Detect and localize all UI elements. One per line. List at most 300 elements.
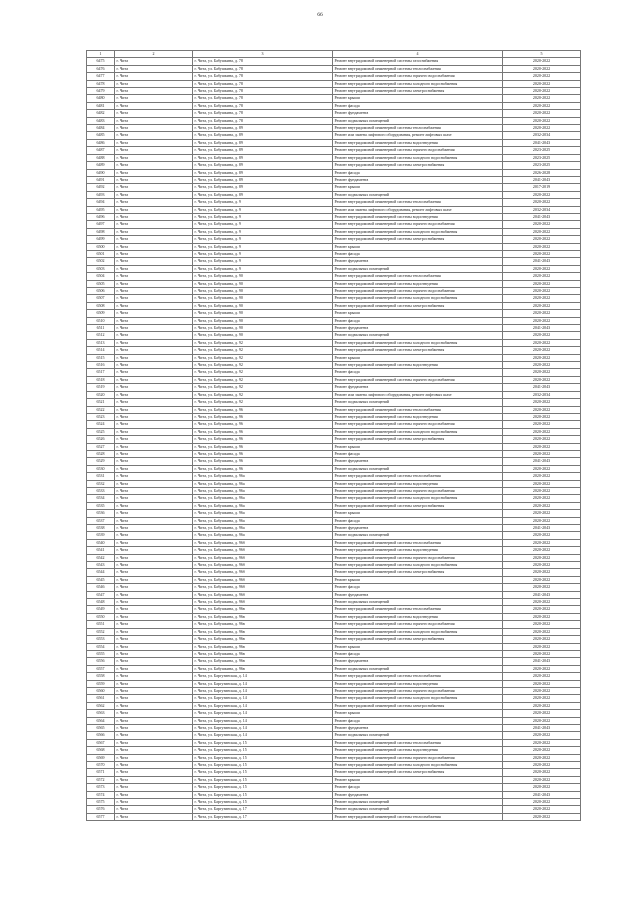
settlement-cell: г. Чита (115, 562, 193, 569)
period-cell: 2020-2022 (503, 369, 581, 376)
address-cell: г. Чита, ул. Баргузинская, д. 15 (193, 784, 333, 791)
work-type-cell: Ремонт фасада (333, 317, 503, 324)
settlement-cell: г. Чита (115, 58, 193, 65)
work-type-cell: Ремонт фундамента (333, 658, 503, 665)
settlement-cell: г. Чита (115, 206, 193, 213)
address-cell: г. Чита, ул. Баргузинская, д. 14 (193, 702, 333, 709)
period-cell: 2020-2022 (503, 473, 581, 480)
table-row (87, 599, 581, 606)
period-cell: 2020-2022 (503, 236, 581, 243)
row-number-cell: 6551 (87, 621, 115, 628)
table-row (87, 421, 581, 428)
period-cell: 2020-2022 (503, 280, 581, 287)
settlement-cell: г. Чита (115, 539, 193, 546)
settlement-cell: г. Чита (115, 102, 193, 109)
period-cell: 2020-2022 (503, 799, 581, 806)
work-type-cell: Ремонт внутридомовой инженерной системы теплоснабжения (333, 125, 503, 132)
row-number-cell: 6548 (87, 599, 115, 606)
settlement-cell: г. Чита (115, 117, 193, 124)
work-type-cell: Ремонт внутридомовой инженерной системы электроснабжения (333, 347, 503, 354)
table-row (87, 95, 581, 102)
period-cell: 2023-2025 (503, 147, 581, 154)
work-type-cell: Ремонт внутридомовой инженерной системы теплоснабжения (333, 199, 503, 206)
period-cell: 2020-2022 (503, 680, 581, 687)
address-cell: г. Чита, ул. Бабушкина, д. 78 (193, 58, 333, 65)
row-number-cell: 6518 (87, 376, 115, 383)
period-cell: 2020-2022 (503, 250, 581, 257)
table-row (87, 658, 581, 665)
settlement-cell: г. Чита (115, 754, 193, 761)
address-cell: г. Чита, ул. Бабушкина, д. 78 (193, 65, 333, 72)
work-type-cell: Ремонт внутридомовой инженерной системы электроснабжения (333, 162, 503, 169)
address-cell: г. Чита, ул. Бабушкина, д. 89 (193, 169, 333, 176)
row-number-cell: 6525 (87, 428, 115, 435)
address-cell: г. Чита, ул. Бабушкина, д. 96а (193, 517, 333, 524)
table-body (87, 58, 581, 821)
row-number-cell: 6519 (87, 384, 115, 391)
period-cell: 2020-2022 (503, 717, 581, 724)
work-type-cell: Ремонт фасада (333, 102, 503, 109)
work-type-cell: Ремонт фасада (333, 584, 503, 591)
period-cell: 2041-2043 (503, 591, 581, 598)
repair-schedule-table (86, 50, 581, 821)
period-cell: 2020-2022 (503, 354, 581, 361)
table-row (87, 117, 581, 124)
row-number-cell: 6482 (87, 110, 115, 117)
row-number-cell: 6556 (87, 658, 115, 665)
work-type-cell: Ремонт фасада (333, 784, 503, 791)
address-cell: г. Чита, ул. Бабушкина, д. 9 (193, 199, 333, 206)
period-cell: 2020-2022 (503, 665, 581, 672)
address-cell: г. Чита, ул. Баргузинская, д. 14 (193, 724, 333, 731)
period-cell: 2020-2022 (503, 576, 581, 583)
period-cell: 2041-2043 (503, 658, 581, 665)
row-number-cell: 6550 (87, 613, 115, 620)
page-number: 66 (317, 12, 323, 18)
work-type-cell: Ремонт внутридомовой инженерной системы теплоснабжения (333, 606, 503, 613)
address-cell: г. Чита, ул. Бабушкина, д. 96а (193, 525, 333, 532)
period-cell: 2020-2022 (503, 695, 581, 702)
table-row (87, 799, 581, 806)
settlement-cell: г. Чита (115, 184, 193, 191)
settlement-cell: г. Чита (115, 95, 193, 102)
period-cell: 2032-2034 (503, 132, 581, 139)
work-type-cell: Ремонт подвальных помещений (333, 191, 503, 198)
table-row (87, 169, 581, 176)
work-type-cell: Ремонт подвальных помещений (333, 599, 503, 606)
settlement-cell: г. Чита (115, 613, 193, 620)
table-row (87, 191, 581, 198)
settlement-cell: г. Чита (115, 176, 193, 183)
row-number-cell: 6475 (87, 58, 115, 65)
row-number-cell: 6502 (87, 258, 115, 265)
table-row (87, 591, 581, 598)
row-number-cell: 6531 (87, 473, 115, 480)
table-row (87, 673, 581, 680)
row-number-cell: 6534 (87, 495, 115, 502)
work-type-cell: Ремонт подвальных помещений (333, 806, 503, 813)
table-row (87, 643, 581, 650)
address-cell: г. Чита, ул. Бабушкина, д. 90 (193, 302, 333, 309)
address-cell: г. Чита, ул. Бабушкина, д. 9 (193, 236, 333, 243)
period-cell: 2020-2022 (503, 806, 581, 813)
settlement-cell: г. Чита (115, 791, 193, 798)
settlement-cell: г. Чита (115, 606, 193, 613)
address-cell: г. Чита, ул. Бабушкина, д. 9 (193, 265, 333, 272)
work-type-cell: Ремонт крыши (333, 310, 503, 317)
table-row (87, 347, 581, 354)
work-type-cell: Ремонт фасада (333, 450, 503, 457)
settlement-cell: г. Чита (115, 658, 193, 665)
settlement-cell: г. Чита (115, 702, 193, 709)
period-cell: 2020-2022 (503, 480, 581, 487)
address-cell: г. Чита, ул. Бабушкина, д. 89 (193, 132, 333, 139)
work-type-cell: Ремонт внутридомовой инженерной системы электроснабжения (333, 702, 503, 709)
address-cell: г. Чита, ул. Бабушкина, д. 96а (193, 495, 333, 502)
row-number-cell: 6489 (87, 162, 115, 169)
address-cell: г. Чита, ул. Бабушкина, д. 92 (193, 339, 333, 346)
row-number-cell: 6557 (87, 665, 115, 672)
row-number-cell: 6542 (87, 554, 115, 561)
work-type-cell: Ремонт внутридомовой инженерной системы электроснабжения (333, 636, 503, 643)
settlement-cell: г. Чита (115, 169, 193, 176)
settlement-cell: г. Чита (115, 813, 193, 820)
table-row (87, 406, 581, 413)
work-type-cell: Ремонт внутридомовой инженерной системы электроснабжения (333, 569, 503, 576)
work-type-cell: Ремонт подвальных помещений (333, 465, 503, 472)
period-cell: 2041-2043 (503, 525, 581, 532)
period-cell: 2020-2022 (503, 643, 581, 650)
address-cell: г. Чита, ул. Бабушкина, д. 78 (193, 102, 333, 109)
address-cell: г. Чита, ул. Бабушкина, д. 96 (193, 465, 333, 472)
address-cell: г. Чита, ул. Баргузинская, д. 15 (193, 776, 333, 783)
address-cell: г. Чита, ул. Бабушкина, д. 96б (193, 562, 333, 569)
address-cell: г. Чита, ул. Бабушкина, д. 9 (193, 228, 333, 235)
row-number-cell: 6493 (87, 191, 115, 198)
table-row (87, 354, 581, 361)
settlement-cell: г. Чита (115, 162, 193, 169)
row-number-cell: 6483 (87, 117, 115, 124)
row-number-cell: 6553 (87, 636, 115, 643)
work-type-cell: Ремонт фасада (333, 717, 503, 724)
settlement-cell: г. Чита (115, 228, 193, 235)
work-type-cell: Ремонт подвальных помещений (333, 399, 503, 406)
table-row (87, 458, 581, 465)
work-type-cell: Ремонт фундамента (333, 258, 503, 265)
row-number-cell: 6488 (87, 154, 115, 161)
address-cell: г. Чита, ул. Баргузинская, д. 15 (193, 799, 333, 806)
table-row (87, 584, 581, 591)
address-cell: г. Чита, ул. Баргузинская, д. 15 (193, 747, 333, 754)
row-number-cell: 6499 (87, 236, 115, 243)
period-cell: 2020-2022 (503, 621, 581, 628)
table-row (87, 384, 581, 391)
settlement-cell: г. Чита (115, 517, 193, 524)
row-number-cell: 6539 (87, 532, 115, 539)
period-cell: 2020-2022 (503, 339, 581, 346)
table-row (87, 739, 581, 746)
address-cell: г. Чита, ул. Баргузинская, д. 15 (193, 791, 333, 798)
settlement-cell: г. Чита (115, 621, 193, 628)
address-cell: г. Чита, ул. Бабушкина, д. 96б (193, 576, 333, 583)
row-number-cell: 6484 (87, 125, 115, 132)
settlement-cell: г. Чита (115, 554, 193, 561)
period-cell: 2020-2022 (503, 813, 581, 820)
work-type-cell: Ремонт внутридомовой инженерной системы теплоснабжения (333, 65, 503, 72)
settlement-cell: г. Чита (115, 599, 193, 606)
work-type-cell: Ремонт фасада (333, 650, 503, 657)
address-cell: г. Чита, ул. Бабушкина, д. 96 (193, 436, 333, 443)
row-number-cell: 6501 (87, 250, 115, 257)
work-type-cell: Ремонт фундамента (333, 176, 503, 183)
work-type-cell: Ремонт внутридомовой инженерной системы горячего водоснабжения (333, 487, 503, 494)
row-number-cell: 6513 (87, 339, 115, 346)
settlement-cell: г. Чита (115, 502, 193, 509)
table-row (87, 517, 581, 524)
settlement-cell: г. Чита (115, 88, 193, 95)
address-cell: г. Чита, ул. Баргузинская, д. 14 (193, 732, 333, 739)
settlement-cell: г. Чита (115, 280, 193, 287)
work-type-cell: Ремонт внутридомовой инженерной системы горячего водоснабжения (333, 421, 503, 428)
address-cell: г. Чита, ул. Бабушкина, д. 90 (193, 332, 333, 339)
row-number-cell: 6564 (87, 717, 115, 724)
period-cell: 2020-2022 (503, 88, 581, 95)
settlement-cell: г. Чита (115, 443, 193, 450)
table-row (87, 243, 581, 250)
table-row (87, 110, 581, 117)
table-row (87, 413, 581, 420)
settlement-cell: г. Чита (115, 665, 193, 672)
row-number-cell: 6480 (87, 95, 115, 102)
table-row (87, 399, 581, 406)
table-row (87, 710, 581, 717)
work-type-cell: Ремонт внутридомовой инженерной системы электроснабжения (333, 769, 503, 776)
address-cell: г. Чита, ул. Бабушкина, д. 92 (193, 354, 333, 361)
period-cell: 2041-2043 (503, 176, 581, 183)
period-cell: 2020-2022 (503, 295, 581, 302)
settlement-cell: г. Чита (115, 628, 193, 635)
settlement-cell: г. Чита (115, 769, 193, 776)
work-type-cell: Ремонт или замена лифтового оборудования, ремонт лифтовых шахт (333, 206, 503, 213)
settlement-cell: г. Чита (115, 391, 193, 398)
address-cell: г. Чита, ул. Бабушкина, д. 92 (193, 369, 333, 376)
period-cell: 2020-2022 (503, 243, 581, 250)
row-number-cell: 6494 (87, 199, 115, 206)
table-row (87, 525, 581, 532)
row-number-cell: 6558 (87, 673, 115, 680)
settlement-cell: г. Чита (115, 310, 193, 317)
settlement-cell: г. Чита (115, 717, 193, 724)
period-cell: 2023-2025 (503, 154, 581, 161)
period-cell: 2020-2022 (503, 762, 581, 769)
settlement-cell: г. Чита (115, 724, 193, 731)
address-cell: г. Чита, ул. Бабушкина, д. 78 (193, 110, 333, 117)
table-row (87, 539, 581, 546)
table-row (87, 228, 581, 235)
address-cell: г. Чита, ул. Бабушкина, д. 78 (193, 95, 333, 102)
settlement-cell: г. Чита (115, 650, 193, 657)
address-cell: г. Чита, ул. Бабушкина, д. 89 (193, 147, 333, 154)
settlement-cell: г. Чита (115, 584, 193, 591)
row-number-cell: 6500 (87, 243, 115, 250)
address-cell: г. Чита, ул. Бабушкина, д. 9 (193, 243, 333, 250)
period-cell: 2020-2022 (503, 450, 581, 457)
period-cell: 2020-2022 (503, 628, 581, 635)
settlement-cell: г. Чита (115, 110, 193, 117)
work-type-cell: Ремонт подвальных помещений (333, 532, 503, 539)
column-header: 5 (503, 51, 581, 58)
period-cell: 2020-2022 (503, 288, 581, 295)
settlement-cell: г. Чита (115, 347, 193, 354)
address-cell: г. Чита, ул. Бабушкина, д. 90 (193, 288, 333, 295)
work-type-cell: Ремонт фундамента (333, 325, 503, 332)
address-cell: г. Чита, ул. Бабушкина, д. 78 (193, 88, 333, 95)
period-cell: 2020-2022 (503, 554, 581, 561)
settlement-cell: г. Чита (115, 295, 193, 302)
settlement-cell: г. Чита (115, 376, 193, 383)
period-cell: 2020-2022 (503, 776, 581, 783)
work-type-cell: Ремонт внутридомовой инженерной системы холодного водоснабжения (333, 695, 503, 702)
period-cell: 2020-2022 (503, 191, 581, 198)
table-row (87, 176, 581, 183)
table-row (87, 258, 581, 265)
work-type-cell: Ремонт внутридомовой инженерной системы холодного водоснабжения (333, 428, 503, 435)
settlement-cell: г. Чита (115, 532, 193, 539)
address-cell: г. Чита, ул. Бабушкина, д. 96а (193, 532, 333, 539)
period-cell: 2020-2022 (503, 110, 581, 117)
period-cell: 2020-2022 (503, 73, 581, 80)
row-number-cell: 6538 (87, 525, 115, 532)
work-type-cell: Ремонт внутридомовой инженерной системы теплоснабжения (333, 673, 503, 680)
row-number-cell: 6541 (87, 547, 115, 554)
settlement-cell: г. Чита (115, 413, 193, 420)
settlement-cell: г. Чита (115, 191, 193, 198)
table-row (87, 199, 581, 206)
address-cell: г. Чита, ул. Бабушкина, д. 89 (193, 154, 333, 161)
table-row (87, 280, 581, 287)
table-row (87, 532, 581, 539)
address-cell: г. Чита, ул. Бабушкина, д. 96в (193, 658, 333, 665)
work-type-cell: Ремонт внутридомовой инженерной системы теплоснабжения (333, 739, 503, 746)
table-row (87, 265, 581, 272)
address-cell: г. Чита, ул. Бабушкина, д. 89 (193, 184, 333, 191)
table-row (87, 680, 581, 687)
address-cell: г. Чита, ул. Бабушкина, д. 90 (193, 325, 333, 332)
period-cell: 2020-2022 (503, 747, 581, 754)
row-number-cell: 6568 (87, 747, 115, 754)
period-cell: 2020-2022 (503, 310, 581, 317)
column-header: 2 (115, 51, 193, 58)
table-row (87, 139, 581, 146)
work-type-cell: Ремонт крыши (333, 643, 503, 650)
table-row (87, 102, 581, 109)
row-number-cell: 6523 (87, 413, 115, 420)
row-number-cell: 6554 (87, 643, 115, 650)
work-type-cell: Ремонт фасада (333, 517, 503, 524)
row-number-cell: 6528 (87, 450, 115, 457)
period-cell: 2020-2022 (503, 199, 581, 206)
row-number-cell: 6577 (87, 813, 115, 820)
table-row (87, 362, 581, 369)
settlement-cell: г. Чита (115, 65, 193, 72)
period-cell: 2020-2022 (503, 562, 581, 569)
row-number-cell: 6526 (87, 436, 115, 443)
period-cell: 2020-2022 (503, 428, 581, 435)
table-row (87, 732, 581, 739)
row-number-cell: 6514 (87, 347, 115, 354)
address-cell: г. Чита, ул. Бабушкина, д. 9 (193, 258, 333, 265)
address-cell: г. Чита, ул. Бабушкина, д. 90 (193, 317, 333, 324)
row-number-cell: 6479 (87, 88, 115, 95)
period-cell: 2020-2022 (503, 65, 581, 72)
work-type-cell: Ремонт фасада (333, 369, 503, 376)
row-number-cell: 6504 (87, 273, 115, 280)
address-cell: г. Чита, ул. Бабушкина, д. 96б (193, 599, 333, 606)
table-row (87, 325, 581, 332)
period-cell: 2041-2043 (503, 139, 581, 146)
table-row (87, 88, 581, 95)
row-number-cell: 6562 (87, 702, 115, 709)
row-number-cell: 6510 (87, 317, 115, 324)
work-type-cell: Ремонт внутридомовой инженерной системы водоотведения (333, 362, 503, 369)
work-type-cell: Ремонт внутридомовой инженерной системы теплоснабжения (333, 273, 503, 280)
work-type-cell: Ремонт фундамента (333, 791, 503, 798)
settlement-cell: г. Чита (115, 569, 193, 576)
work-type-cell: Ремонт внутридомовой инженерной системы водоотведения (333, 480, 503, 487)
address-cell: г. Чита, ул. Бабушкина, д. 96а (193, 487, 333, 494)
address-cell: г. Чита, ул. Бабушкина, д. 96в (193, 665, 333, 672)
work-type-cell: Ремонт внутридомовой инженерной системы холодного водоснабжения (333, 562, 503, 569)
period-cell: 2041-2043 (503, 258, 581, 265)
period-cell: 2041-2043 (503, 458, 581, 465)
period-cell: 2020-2022 (503, 673, 581, 680)
address-cell: г. Чита, ул. Бабушкина, д. 96а (193, 510, 333, 517)
row-number-cell: 6522 (87, 406, 115, 413)
table-row (87, 369, 581, 376)
work-type-cell: Ремонт внутридомовой инженерной системы водоотведения (333, 747, 503, 754)
row-number-cell: 6476 (87, 65, 115, 72)
period-cell: 2020-2022 (503, 606, 581, 613)
address-cell: г. Чита, ул. Баргузинская, д. 15 (193, 769, 333, 776)
table-row (87, 762, 581, 769)
table-row (87, 465, 581, 472)
table-row (87, 628, 581, 635)
address-cell: г. Чита, ул. Бабушкина, д. 96 (193, 421, 333, 428)
work-type-cell: Ремонт внутридомовой инженерной системы холодного водоснабжения (333, 295, 503, 302)
table-row (87, 569, 581, 576)
table-row (87, 687, 581, 694)
settlement-cell: г. Чита (115, 125, 193, 132)
period-cell: 2020-2022 (503, 636, 581, 643)
work-type-cell: Ремонт внутридомовой инженерной системы водоотведения (333, 613, 503, 620)
address-cell: г. Чита, ул. Бабушкина, д. 9 (193, 206, 333, 213)
table-row (87, 717, 581, 724)
period-cell: 2020-2022 (503, 347, 581, 354)
row-number-cell: 6490 (87, 169, 115, 176)
table-row (87, 754, 581, 761)
work-type-cell: Ремонт крыши (333, 443, 503, 450)
row-number-cell: 6540 (87, 539, 115, 546)
work-type-cell: Ремонт крыши (333, 243, 503, 250)
row-number-cell: 6567 (87, 739, 115, 746)
table-row (87, 73, 581, 80)
address-cell: г. Чита, ул. Баргузинская, д. 17 (193, 806, 333, 813)
row-number-cell: 6544 (87, 569, 115, 576)
address-cell: г. Чита, ул. Бабушкина, д. 89 (193, 139, 333, 146)
table-row (87, 132, 581, 139)
row-number-cell: 6547 (87, 591, 115, 598)
row-number-cell: 6575 (87, 799, 115, 806)
